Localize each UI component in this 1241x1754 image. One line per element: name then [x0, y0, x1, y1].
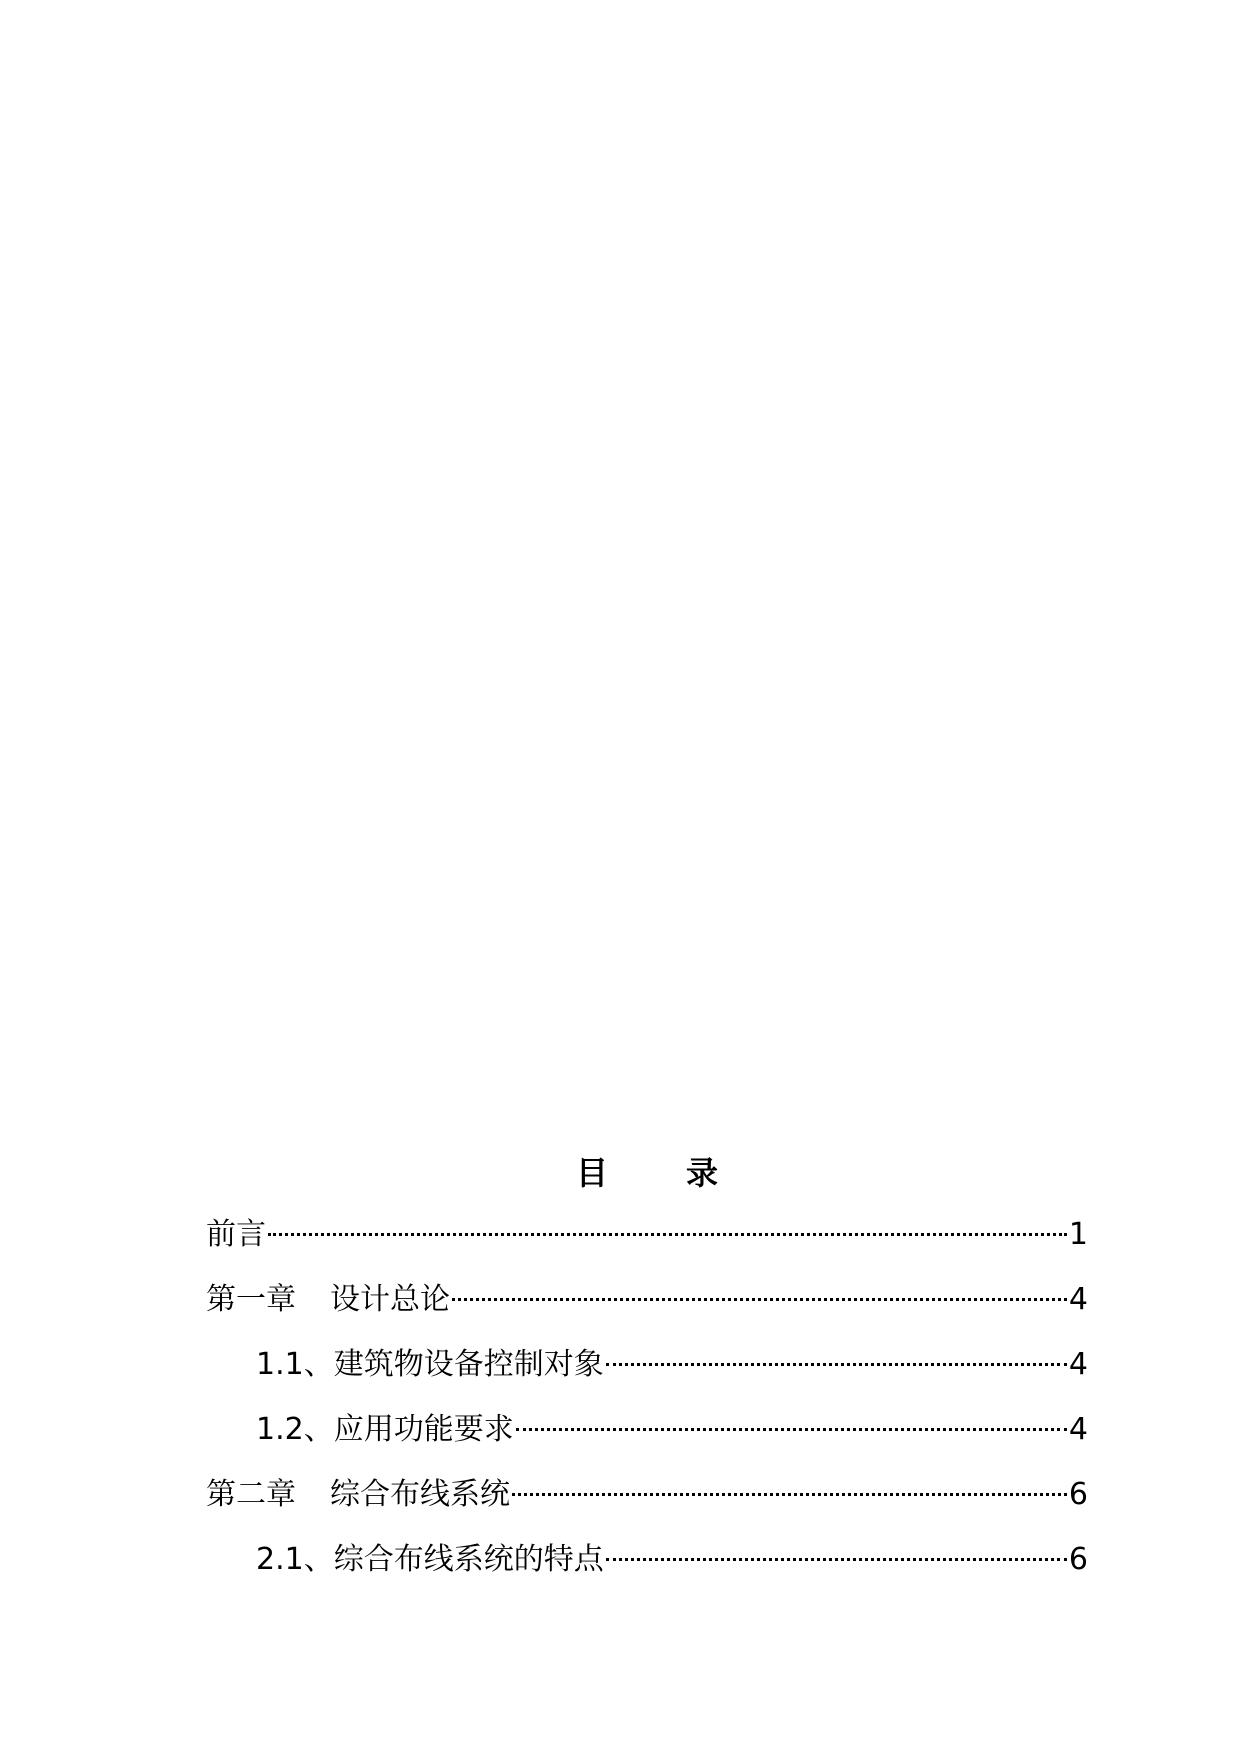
toc-title: [206, 1145, 1088, 1209]
toc-entry-section-1-2[interactable]: [206, 1404, 1088, 1469]
toc-entry-page: 4: [1068, 1282, 1088, 1317]
table-of-contents: [206, 1145, 1088, 1599]
dot-leader: [606, 1558, 1067, 1561]
toc-chapter-title: 设计总论: [330, 1282, 450, 1317]
toc-entry-page: 1: [1068, 1217, 1088, 1252]
toc-entry-section-1-1[interactable]: [206, 1339, 1088, 1404]
toc-title-char-1: 目: [575, 1154, 608, 1192]
toc-entry-page: 4: [1068, 1412, 1088, 1447]
dot-leader: [268, 1233, 1067, 1236]
dot-leader: [512, 1493, 1067, 1496]
toc-entry-page: 6: [1068, 1477, 1088, 1512]
toc-entry-label: 1.1、建筑物设备控制对象: [256, 1347, 604, 1382]
dot-leader: [606, 1363, 1067, 1366]
toc-entry-section-2-1[interactable]: [206, 1534, 1088, 1599]
toc-entry-page: 6: [1068, 1542, 1088, 1577]
toc-entry-chapter-2[interactable]: [206, 1469, 1088, 1534]
toc-entry-preface[interactable]: [206, 1209, 1088, 1274]
toc-chapter-number: 第一章: [206, 1282, 296, 1317]
toc-entry-label: [206, 1469, 510, 1521]
toc-entry-label: [206, 1274, 450, 1326]
toc-title-char-2: 录: [686, 1154, 719, 1192]
dot-leader: [452, 1298, 1067, 1301]
toc-chapter-number: 第二章: [206, 1477, 296, 1512]
toc-entry-label: 1.2、应用功能要求: [256, 1412, 514, 1447]
toc-entry-label: 2.1、综合布线系统的特点: [256, 1542, 604, 1577]
toc-entry-label: 前言: [206, 1217, 266, 1252]
toc-chapter-title: 综合布线系统: [330, 1477, 510, 1512]
toc-entry-chapter-1[interactable]: [206, 1274, 1088, 1339]
toc-entry-page: 4: [1068, 1347, 1088, 1382]
dot-leader: [516, 1428, 1067, 1431]
